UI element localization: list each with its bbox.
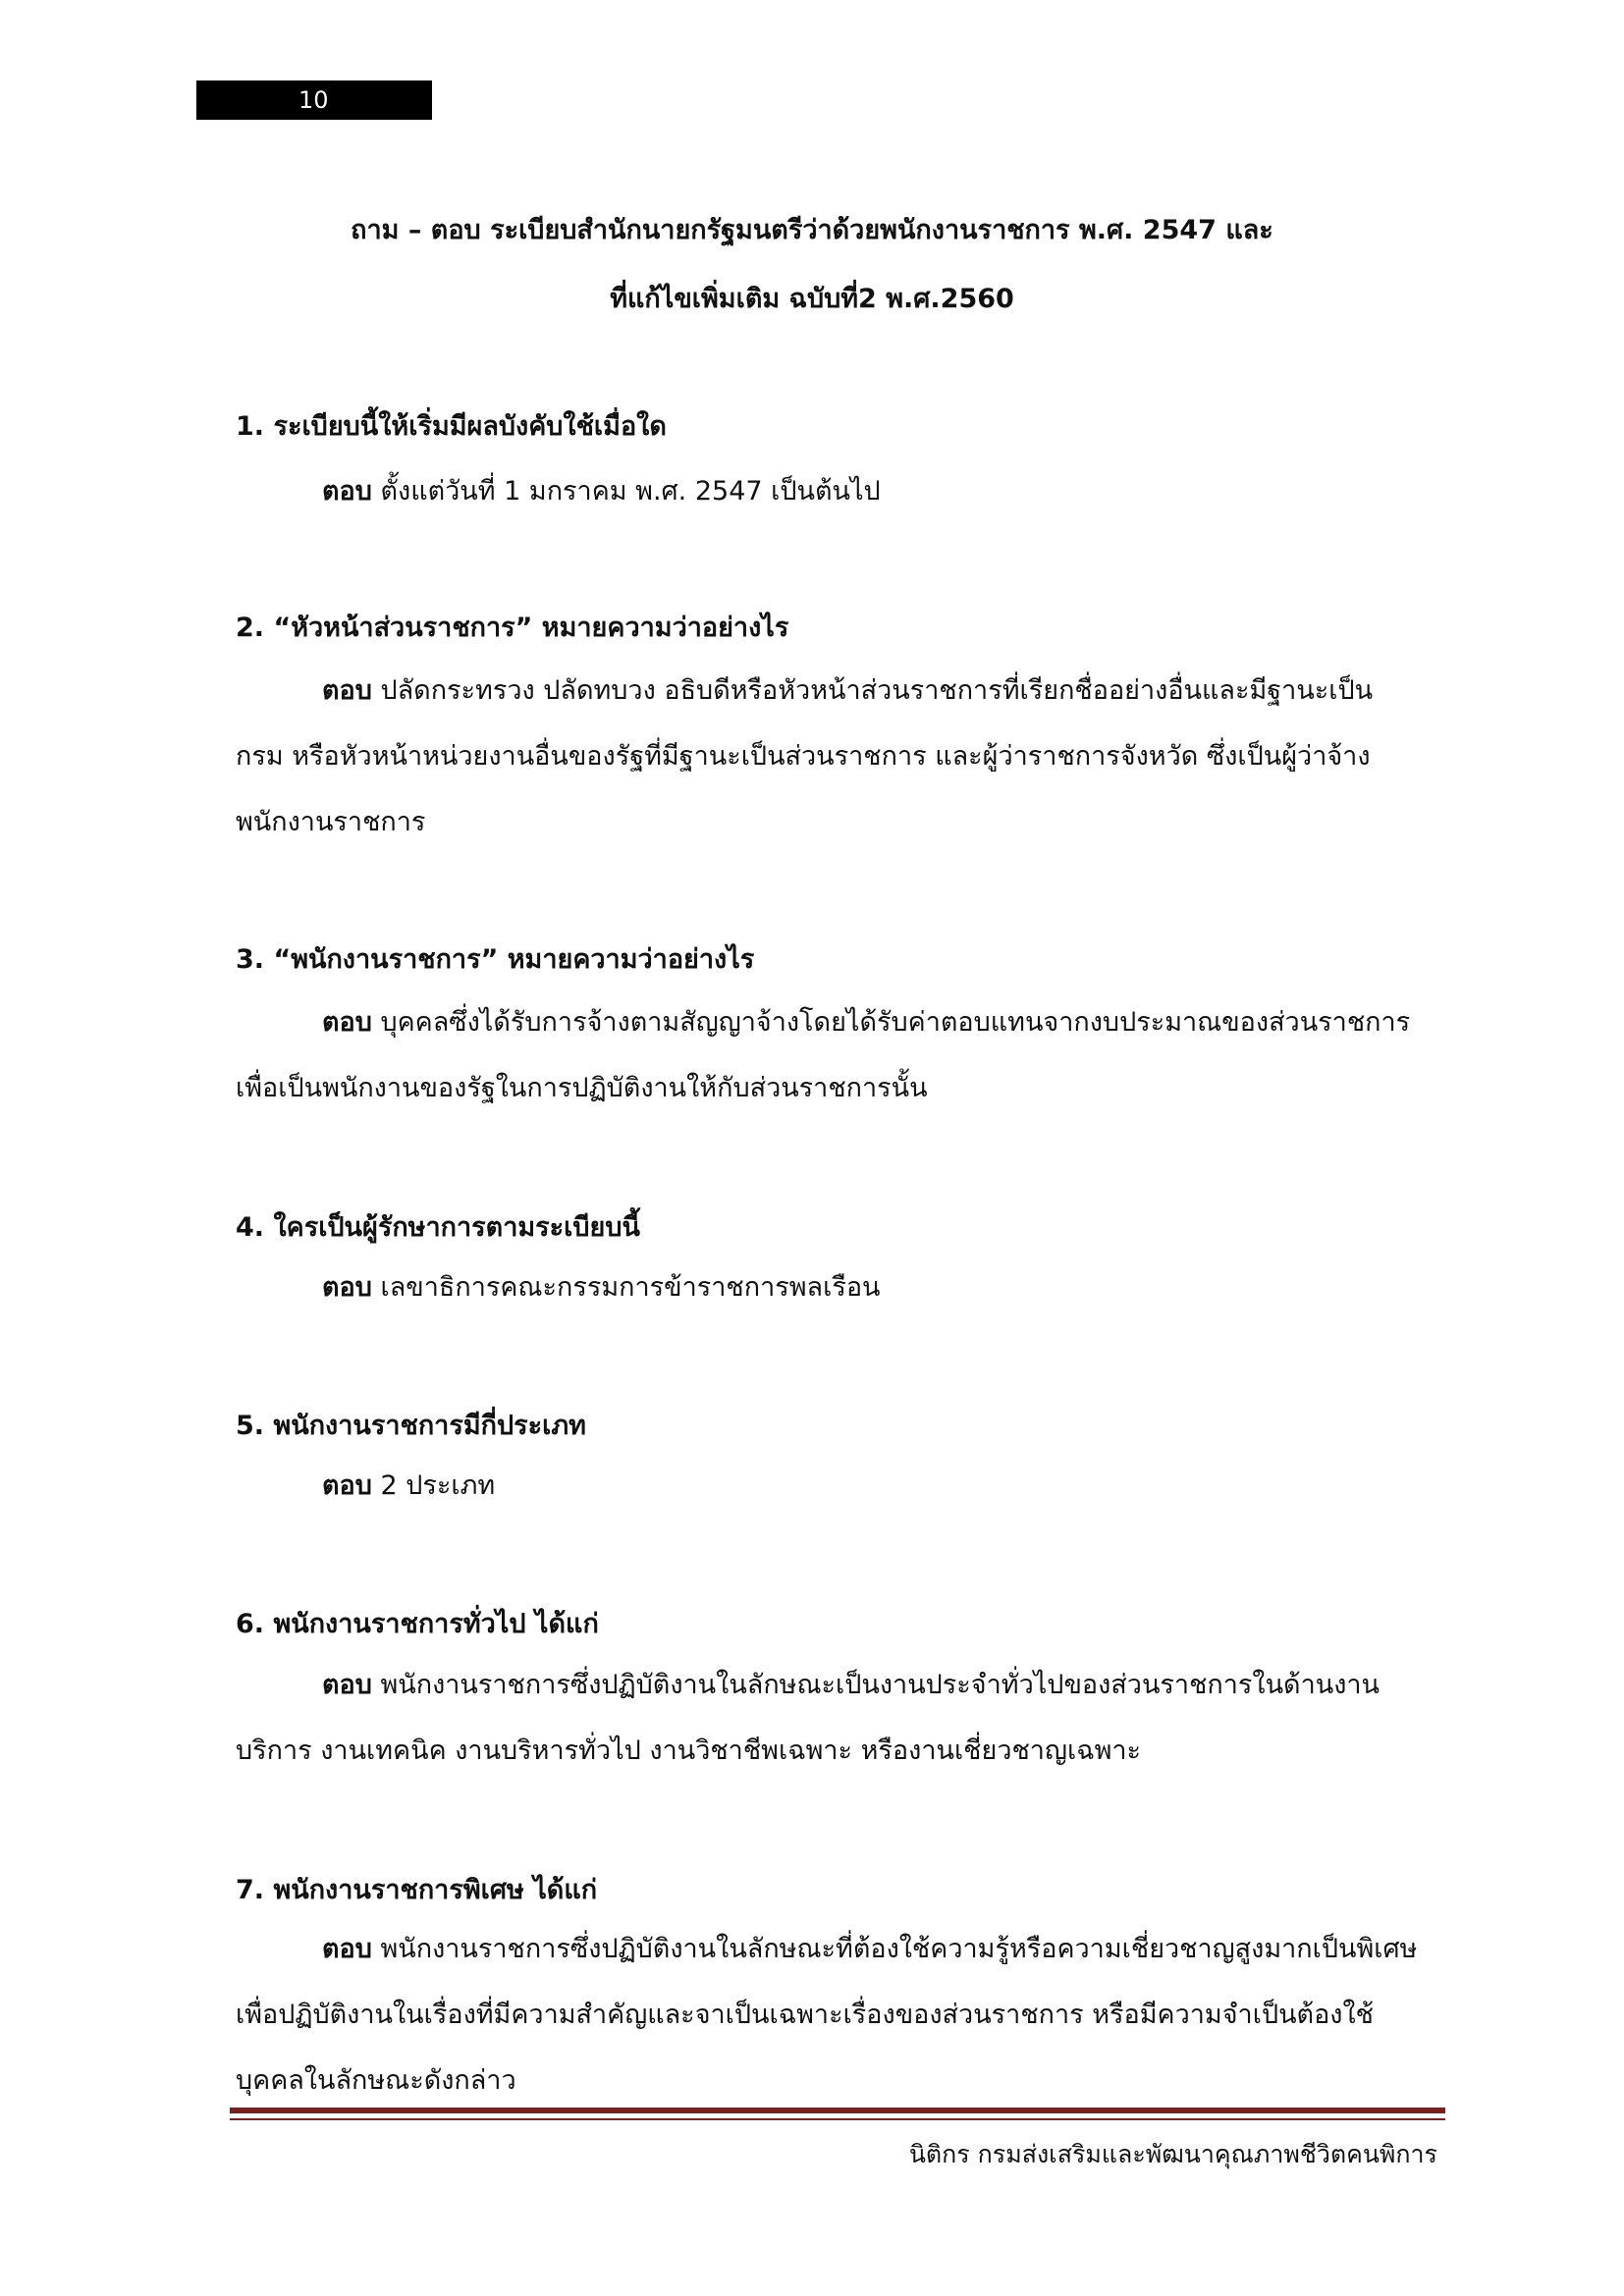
document-title-line-1: ถาม – ตอบ ระเบียบสำนักนายกรัฐมนตรีว่าด้วยพนักงานราชการ พ.ศ. 2547 และ: [351, 215, 1273, 245]
answer-line: กรม หรือหัวหน้าหน่วยงานอื่นของรัฐที่มีฐานะเป็นส่วนราชการ และผู้ว่าราชการจังหวัด ซึ่งเป็นผู้ว่าจ้าง: [236, 741, 1371, 772]
answer-line: เพื่อปฏิบัติงานในเรื่องที่มีความสำคัญและจาเป็นเฉพาะเรื่องของส่วนราชการ หรือมีความจำเป็นต้องใช้: [236, 2000, 1374, 2030]
question-4: 4. ใครเป็นผู้รักษาการตามระเบียบนี้: [236, 1212, 640, 1243]
answer-7: [236, 1916, 1434, 2113]
answer-5: [236, 1453, 1434, 1519]
answer-label: ตอบ: [322, 1007, 372, 1038]
question-1: 1. ระเบียบนี้ให้เริ่มมีผลบังคับใช้เมื่อใด: [236, 411, 667, 442]
answer-2: [236, 658, 1434, 855]
answer-label: ตอบ: [322, 1272, 372, 1303]
answer-label: ตอบ: [322, 675, 372, 706]
answer-line: ตอบ ตั้งแต่วันที่ 1 มกราคม พ.ศ. 2547 เป็นต้นไป: [322, 476, 881, 507]
answer-4: [236, 1255, 1434, 1320]
footer-rule-thin: [230, 2118, 1445, 2120]
question-2: 2. “หัวหน้าส่วนราชการ” หมายความว่าอย่างไร: [236, 613, 789, 643]
answer-label: ตอบ: [322, 1470, 372, 1501]
answer-label: ตอบ: [322, 1934, 372, 1964]
answer-label: ตอบ: [322, 476, 372, 507]
question-6: 6. พนักงานราชการทั่วไป ได้แก่: [236, 1609, 599, 1639]
answer-line: บุคคลในลักษณะดังกล่าว: [236, 2065, 516, 2096]
answer-1: [236, 458, 1434, 524]
answer-line: ตอบ พนักงานราชการซึ่งปฏิบัติงานในลักษณะที่ต้องใช้ความรู้หรือความเชี่ยวชาญสูงมากเป็นพิเศษ: [322, 1934, 1418, 1964]
question-7: 7. พนักงานราชการพิเศษ ได้แก่: [236, 1875, 598, 1905]
answer-line: เพื่อเป็นพนักงานของรัฐในการปฏิบัติงานให้กับส่วนราชการนั้น: [236, 1073, 928, 1103]
answer-line: ตอบ เลขาธิการคณะกรรมการข้าราชการพลเรือน: [322, 1272, 881, 1303]
answer-line: ตอบ 2 ประเภท: [322, 1470, 496, 1501]
document-title-line-2: ที่แก้ไขเพิ่มเติม ฉบับที่2 พ.ศ.2560: [610, 284, 1014, 314]
footer-rule: [230, 2108, 1445, 2113]
answer-line: ตอบ พนักงานราชการซึ่งปฏิบัติงานในลักษณะเป็นงานประจำทั่วไปของส่วนราชการในด้านงาน: [322, 1670, 1380, 1700]
answer-6: [236, 1652, 1434, 1784]
answer-label: ตอบ: [322, 1670, 372, 1700]
answer-3: [236, 989, 1434, 1121]
answer-line: บริการ งานเทคนิค งานบริหารทั่วไป งานวิชาชีพเฉพาะ หรืองานเชี่ยวชาญเฉพาะ: [236, 1735, 1142, 1766]
answer-line: ตอบ บุคคลซึ่งได้รับการจ้างตามสัญญาจ้างโดยได้รับค่าตอบแทนจากงบประมาณของส่วนราชการ: [322, 1007, 1411, 1038]
question-3: 3. “พนักงานราชการ” หมายความว่าอย่างไร: [236, 944, 755, 975]
answer-line: ตอบ ปลัดกระทรวง ปลัดทบวง อธิบดีหรือหัวหน้าส่วนราชการที่เรียกชื่ออย่างอื่นและมีฐานะเป็น: [322, 675, 1374, 706]
question-5: 5. พนักงานราชการมีกี่ประเภท: [236, 1411, 586, 1441]
footer-text: นิติกร กรมส่งเสริมและพัฒนาคุณภาพชีวิตคนพิการ: [908, 2140, 1437, 2168]
page-number: 10: [196, 80, 432, 120]
answer-line: พนักงานราชการ: [236, 807, 426, 837]
